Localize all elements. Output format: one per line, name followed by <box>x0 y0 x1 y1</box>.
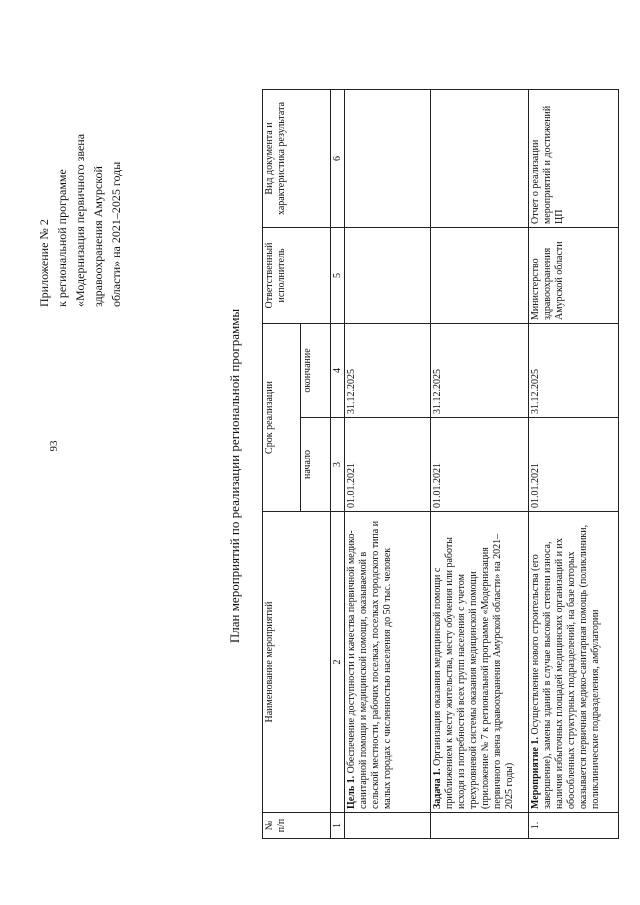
header-start: начало <box>301 418 331 512</box>
appendix-line: области» на 2021–2025 годы <box>109 161 123 307</box>
appendix-line: здравоохранения Амурской <box>91 166 105 307</box>
column-number: 3 <box>331 418 345 512</box>
table-header-row <box>263 90 301 839</box>
row-number <box>345 813 431 839</box>
table-row <box>529 90 619 839</box>
header-num: № п/п <box>263 813 331 839</box>
column-number: 1 <box>331 813 345 839</box>
row-executor <box>345 228 431 324</box>
row-document: Отчет о реализации мероприятий и достижений ЦП <box>529 90 619 228</box>
row-start-date: 01.01.2021 <box>345 418 431 512</box>
appendix-line: «Модернизация первичного звена <box>73 133 87 307</box>
table-row <box>431 90 529 839</box>
header-doc: Вид документа и характеристика результата <box>263 90 331 228</box>
column-number: 6 <box>331 90 345 228</box>
row-label: Задача 1. <box>432 768 443 809</box>
plan-table-wrapper <box>262 90 601 839</box>
row-executor: Министерство здравоохранения Амурской области <box>529 228 619 324</box>
row-description <box>431 512 529 813</box>
row-end-date: 31.12.2025 <box>345 324 431 418</box>
column-number: 2 <box>331 512 345 813</box>
table-row <box>345 90 431 839</box>
plan-table-rotated <box>262 90 601 839</box>
row-text: Обеспечение доступности и качества первичной медико-санитарной помощи и медицинской помощи, оказываемой в сельской местности, рабочих поселках, поселках городского типа и малых городах с численностью населения до 50 тыс. человек <box>346 520 393 809</box>
column-number: 5 <box>331 228 345 324</box>
row-text: Осуществление нового строительства (его завершение), замены зданий в случае высокой степени износа, наличия избыточных площадей медицинских организаций и их обособленных структурных подразделений, на базе которых оказывается первичная медико-санитарная помощь (поликлиники, поликлинические подразделения, амбулатории <box>530 524 601 809</box>
row-document <box>345 90 431 228</box>
header-end: окончание <box>301 324 331 418</box>
header-period: Срок реализации <box>263 324 301 512</box>
column-number: 4 <box>331 324 345 418</box>
header-executor: Ответственный исполнитель <box>263 228 331 324</box>
row-number: 1. <box>529 813 619 839</box>
row-description <box>345 512 431 813</box>
page-number: 93 <box>48 440 60 452</box>
row-text: Организация оказания медицинской помощи с приближением к месту жительства, месту обучения или работы исходя из потребностей всех групп населения с учетом трехуровневой системы оказания медицинской помощи (приложение № 7 к региональной программе «Модернизация первичного звена здравоохранения Амурской области» на 2021–2025 годы) <box>432 533 515 809</box>
row-label: Мероприятие 1. <box>530 737 541 809</box>
row-description <box>529 512 619 813</box>
column-number-row <box>331 90 345 839</box>
row-number <box>431 813 529 839</box>
row-executor <box>431 228 529 324</box>
row-label: Цель 1. <box>346 775 357 809</box>
appendix-block <box>35 77 125 307</box>
row-end-date: 31.12.2025 <box>529 324 619 418</box>
plan-table <box>262 89 619 839</box>
row-start-date: 01.01.2021 <box>431 418 529 512</box>
header-name: Наименование мероприятий <box>263 512 331 813</box>
appendix-line: к региональной программе <box>55 169 69 307</box>
document-title: План мероприятий по реализации региональной программы <box>227 308 242 644</box>
row-end-date: 31.12.2025 <box>431 324 529 418</box>
row-start-date: 01.01.2021 <box>529 418 619 512</box>
appendix-line: Приложение № 2 <box>37 219 51 307</box>
row-document <box>431 90 529 228</box>
